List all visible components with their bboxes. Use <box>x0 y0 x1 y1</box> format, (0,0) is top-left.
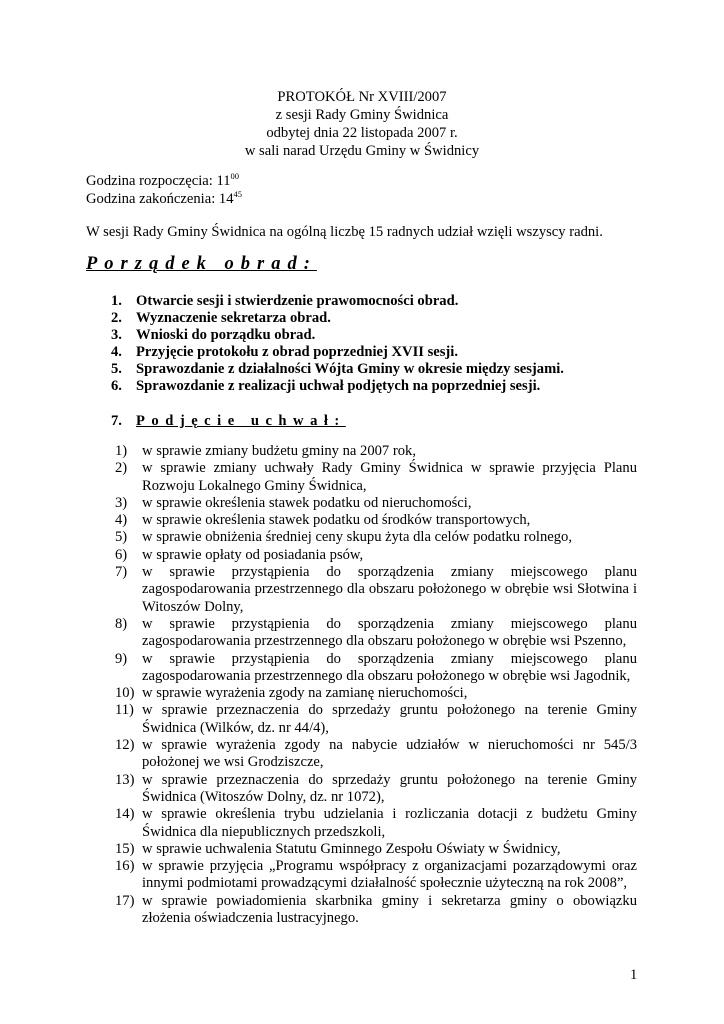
list-item: 1) w sprawie zmiany budżetu gminy na 2007 rok, <box>115 443 416 459</box>
agenda-item: 4. Przyjęcie protokołu z obrad poprzedniej XVII sesji. <box>111 344 458 360</box>
list-item: 8) w sprawie przystąpienia do sporządzenia zmiany miejscowego planu zagospodarowania przestrzennego dla obszaru położonego w obrębie wsi Pszenno, <box>115 615 637 650</box>
start-time-label: Godzina rozpoczęcia: 11 <box>86 173 231 189</box>
start-time-minutes: 00 <box>230 171 240 181</box>
agenda-item: 1. Otwarcie sesji i stwierdzenie prawomocności obrad. <box>111 293 459 309</box>
list-item: 10) w sprawie wyrażenia zgody na zamianę nieruchomości, <box>115 685 468 702</box>
end-time-label: Godzina zakończenia: 14 <box>86 191 234 207</box>
agenda-item-resolutions: 7. Podjęcie uchwał: <box>111 413 346 429</box>
agenda-list <box>111 293 564 395</box>
attendance-text: W sesji Rady Gminy Świdnica na ogólną liczbę 15 radnych udział wzięli wszyscy radni. <box>86 224 603 240</box>
list-item: 13) w sprawie przeznaczenia do sprzedaży gruntu położonego na terenie Gminy Świdnica (Witoszów Dolny, dz. nr 1072), <box>115 771 637 805</box>
list-item: 11) w sprawie przeznaczenia do sprzedaży gruntu położonego na terenie Gminy Świdnica (Wilków, dz. nr 44/4), <box>115 702 637 736</box>
list-item: 3) w sprawie określenia stawek podatku od nieruchomości, <box>115 494 472 511</box>
list-item: 5) w sprawie obniżenia średniej ceny skupu żyta dla celów podatku rolnego, <box>115 529 572 546</box>
end-time <box>86 190 242 208</box>
agenda-item: 3. Wnioski do porządku obrad. <box>111 327 316 343</box>
list-item: 14) w sprawie określenia trybu udzielania i rozliczania dotacji z budżetu Gminy Świdnica dla niepublicznych przedszkoli, <box>115 806 637 840</box>
date-line: odbytej dnia 22 listopada 2007 r. <box>266 125 458 141</box>
page-number: 1 <box>630 967 638 983</box>
session-line: z sesji Rady Gminy Świdnica <box>275 107 449 123</box>
venue-line: w sali narad Urzędu Gminy w Świdnicy <box>244 143 480 159</box>
start-time <box>86 172 239 190</box>
agenda-heading: Porządek obrad: <box>86 254 317 274</box>
list-item: 4) w sprawie określenia stawek podatku od środków transportowych, <box>115 512 531 529</box>
list-item: 17) w sprawie powiadomienia skarbnika gminy i sekretarza gminy o obowiązku złożenia oświadczenia lustracyjnego. <box>115 892 637 927</box>
protocol-title: PROTOKÓŁ Nr XVIII/2007 <box>277 89 447 105</box>
list-item: 15) w sprawie uchwalenia Statutu Gminnego Zespołu Oświaty w Świdnicy, <box>115 840 561 857</box>
agenda-item: 2. Wyznaczenie sekretarza obrad. <box>111 310 331 326</box>
list-item: 6) w sprawie opłaty od posiadania psów, <box>115 546 364 563</box>
list-item: 7) w sprawie przystąpienia do sporządzenia zmiany miejscowego planu zagospodarowania przestrzennego dla obszaru położonego w obrębie wsi Słotwina i Witoszów Dolny, <box>115 564 637 615</box>
agenda-item: 6. Sprawozdanie z realizacji uchwał podjętych na poprzedniej sesji. <box>111 378 541 394</box>
end-time-minutes: 45 <box>233 189 242 199</box>
resolutions-list <box>115 443 637 927</box>
list-item: 9) w sprawie przystąpienia do sporządzenia zmiany miejscowego planu zagospodarowania przestrzennego dla obszaru położonego w obrębie wsi Jagodnik, <box>115 650 637 684</box>
list-item: 2) w sprawie zmiany uchwały Rady Gminy Świdnica w sprawie przyjęcia Planu Rozwoju Lokalnego Gminy Świdnica, <box>115 460 637 494</box>
agenda-item: 5. Sprawozdanie z działalności Wójta Gminy w okresie między sesjami. <box>111 361 564 377</box>
list-item: 16) w sprawie przyjęcia „Programu współpracy z organizacjami pozarządowymi oraz innymi podmiotami prowadzącymi działalność społecznie użyteczną na rok 2008”, <box>115 858 637 892</box>
list-item: 12) w sprawie wyrażenia zgody na nabycie udziałów w nieruchomości nr 545/3 położonej we wsi Grodziszcze, <box>115 737 637 771</box>
